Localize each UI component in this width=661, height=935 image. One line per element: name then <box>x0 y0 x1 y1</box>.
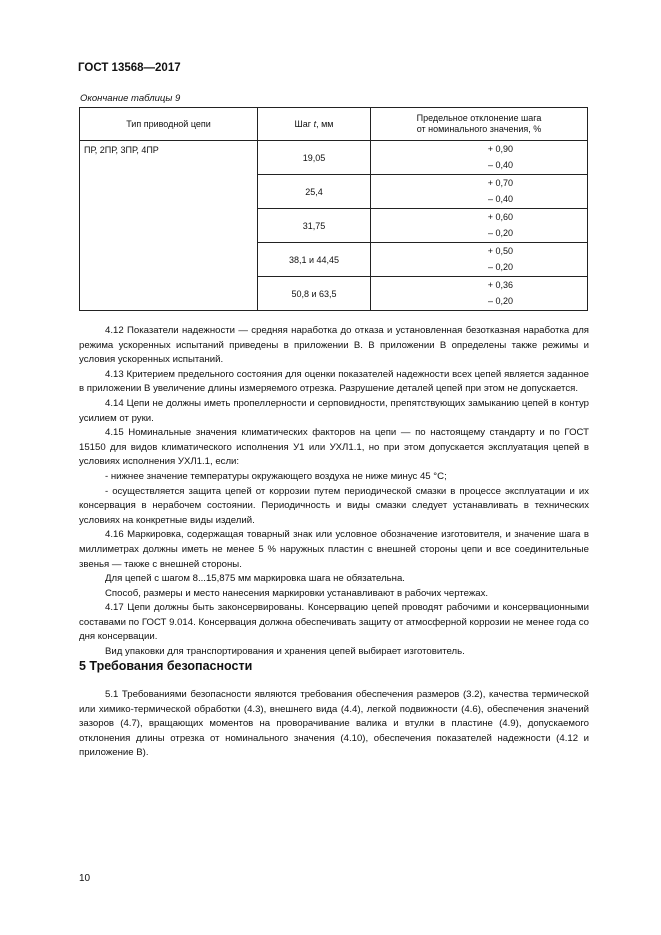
document-id: ГОСТ 13568—2017 <box>78 62 181 74</box>
paragraph-4-16-method: Способ, размеры и место нанесения маркировки устанавливают в рабочих чертежах. <box>105 587 489 599</box>
step-cell: 25,4 <box>258 175 371 209</box>
paragraph-4-16-note: Для цепей с шагом 8...15,875 мм маркировка шага не обязательна. <box>105 573 405 585</box>
step-cell: 19,05 <box>258 141 371 175</box>
step-cell: 50,8 и 63,5 <box>258 277 371 311</box>
table-header-row <box>80 108 588 141</box>
page-number: 10 <box>79 873 91 884</box>
data-table <box>79 107 588 311</box>
deviation-cell: + 0,36 – 0,20 <box>371 277 588 311</box>
table-row <box>80 141 588 175</box>
section-5-body <box>79 688 589 761</box>
paragraph-4-13: 4.13 Критерием предельного состояния для оценки показателей надежности всех цепей является заданное в приложении В увеличение длины измеряемого отрезка. Разрушение деталей цепей при этом не допускается. <box>79 368 589 395</box>
deviation-cell: + 0,70 – 0,40 <box>371 175 588 209</box>
section-5-heading: 5 Требования безопасности <box>79 659 253 673</box>
paragraph-5-1: 5.1 Требованиями безопасности являются требования обеспечения размеров (3.2), качества термической или химико-термической обработки (4.3), внешнего вида (4.4), легкой подвижности (4.6), обеспечения значений зазоров (4.7), вращающих моментов на проворачивание валика и втулки в пластине (4.9), допускаемого отклонения длины отрезка от номинального значения (4.10), обеспечения показателей надежности (4.12 и приложение В). <box>79 689 589 759</box>
paragraph-4-16: 4.16 Маркировка, содержащая товарный знак или условное обозначение изготовителя, и значение шага в миллиметрах должны иметь не менее 5 % наружных пластин с внешней стороны цепи и все соединительные звенья — также с внешней стороны. <box>79 529 589 570</box>
list-item: - осуществляется защита цепей от коррозии путем периодической смазки в процессе эксплуатации и их консервация в нерабочем состоянии. Периодичность и виды смазки следует устанавливать в технических условиях на конкретные виды изделий. <box>79 485 589 526</box>
col-header-type: Тип приводной цепи <box>80 108 258 141</box>
list-item: - нижнее значение температуры окружающего воздуха не ниже минус 45 °С; <box>105 470 447 482</box>
paragraph-4-12: 4.12 Показатели надежности — средняя наработка до отказа и установленная безотказная наработка для режима ускоренных испытаний приведены в приложении В. В приложении В определены также режимы и условия ускоренных испытаний. <box>79 325 589 366</box>
col-dev-line1: Предельное отклонение шага <box>416 113 542 123</box>
col-header-deviation <box>371 108 588 141</box>
step-cell: 31,75 <box>258 209 371 243</box>
col-dev-line2: от номинального значения, % <box>416 124 542 134</box>
paragraph-4-17-packaging: Вид упаковки для транспортирования и хранения цепей выбирает изготовитель. <box>105 646 465 658</box>
deviation-cell: + 0,50 – 0,20 <box>371 243 588 277</box>
paragraph-4-17: 4.17 Цепи должны быть законсервированы. Консервацию цепей проводят рабочими и консервационными составами по ГОСТ 9.014. Консервация должна обеспечивать защиту от атмосферной коррозии не менее года со дня консервации. <box>79 602 589 643</box>
chain-type-cell: ПР, 2ПР, 3ПР, 4ПР <box>80 141 258 311</box>
body-text <box>79 324 589 660</box>
paragraph-4-15: 4.15 Номинальные значения климатических факторов на цепи — по настоящему стандарту и по ГОСТ 15150 для видов климатического исполнения У1 или УХЛ1.1, но при этом допускается эксплуатация цепей в условиях исполнения УХЛ1.1, если: <box>79 427 589 468</box>
table-caption: Окончание таблицы 9 <box>80 93 181 104</box>
col-header-step: Шаг t, мм <box>258 108 371 141</box>
deviation-cell: + 0,90 – 0,40 <box>371 141 588 175</box>
step-cell: 38,1 и 44,45 <box>258 243 371 277</box>
deviation-cell: + 0,60 – 0,20 <box>371 209 588 243</box>
paragraph-4-14: 4.14 Цепи не должны иметь пропеллерности и серповидности, препятствующих замыканию цепей в контур усилием от руки. <box>79 397 589 424</box>
